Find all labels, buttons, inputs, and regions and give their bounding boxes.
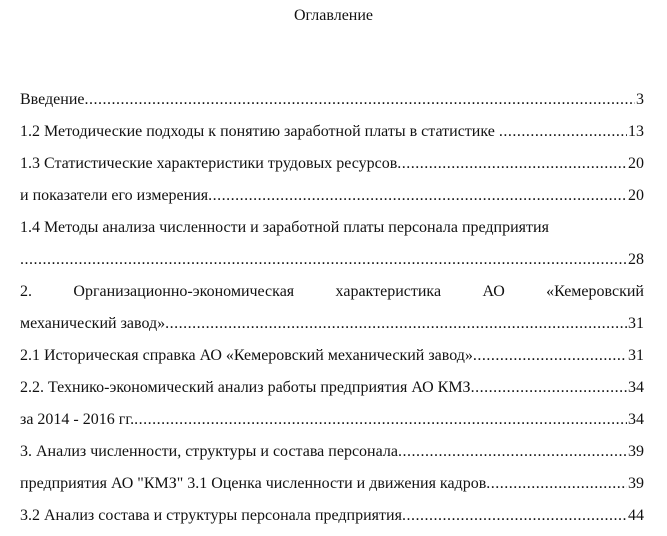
toc-entry-page: 31 [628, 315, 644, 332]
toc-entry [20, 440, 644, 472]
toc-entry [20, 152, 644, 184]
dot-leader [165, 312, 627, 336]
dot-leader [208, 184, 627, 208]
toc-entry [20, 312, 644, 344]
dot-leader [20, 248, 627, 272]
toc-entry-page: 3 [636, 91, 644, 108]
toc-word: Организационно-экономическая [73, 283, 295, 300]
dot-leader [134, 408, 627, 432]
toc-entry-page: 20 [628, 155, 644, 172]
dot-leader [486, 472, 627, 496]
toc-entry [20, 88, 644, 120]
dot-leader [499, 120, 627, 144]
toc-word: «Кемеровский [546, 283, 644, 300]
toc-entry-page: 28 [628, 251, 644, 268]
toc-entry-page: 31 [628, 347, 644, 364]
toc-entry-page: 39 [628, 475, 644, 492]
toc-entry [20, 408, 644, 440]
toc-word: характеристика [335, 283, 442, 300]
toc-entry [20, 248, 644, 280]
toc-entry [20, 504, 644, 536]
toc-entry-text: 2.2. Технико-экономический анализ работы предприятия АО КМЗ [20, 379, 471, 396]
toc-entry-page: 13 [628, 123, 644, 140]
toc-entry-page: 34 [628, 379, 644, 396]
toc-entry-text: 1.2 Методические подходы к понятию заработной платы в статистике [20, 123, 499, 140]
toc-entry [20, 376, 644, 408]
toc-title: Оглавление [293, 7, 374, 24]
dot-leader [85, 88, 636, 112]
toc-entry-text: 3. Анализ численности, структуры и состава персонала [20, 443, 398, 460]
toc-entry [20, 472, 644, 504]
toc-word: АО [482, 283, 505, 300]
toc-entry [20, 280, 644, 312]
toc-entry-text: за 2014 - 2016 гг. [20, 411, 135, 428]
toc-entry-page: 39 [628, 443, 644, 460]
toc-entry [20, 344, 644, 376]
dot-leader [397, 152, 627, 176]
toc-word: 2. [20, 283, 32, 300]
toc-entry-page: 20 [628, 187, 644, 204]
toc-entry-text: 1.4 Методы анализа численности и заработной платы персонала предприятия [20, 219, 549, 236]
toc-entry-justified [20, 280, 644, 304]
toc-entry [20, 184, 644, 216]
toc-entry-text: механический завод» [20, 315, 166, 332]
toc-entry-page: 34 [628, 411, 644, 428]
toc-entry-page: 44 [628, 507, 644, 524]
dot-leader [471, 376, 627, 400]
toc-entry-text: предприятия АО "КМЗ" 3.1 Оценка численности и движения кадров [20, 475, 487, 492]
toc-entry-text: 3.2 Анализ состава и структуры персонала предприятия [20, 507, 402, 524]
dot-leader [402, 504, 627, 528]
toc-entry-text: 1.3 Статистические характеристики трудовых ресурсов [20, 155, 398, 172]
toc-entry-text: и показатели его измерения [20, 187, 209, 204]
toc-entry [20, 120, 644, 152]
toc-entry-text: 2.1 Историческая справка АО «Кемеровский механический завод» [20, 347, 473, 364]
dot-leader [473, 344, 627, 368]
toc-entry-text: Введение [20, 91, 85, 108]
toc-entry [20, 216, 644, 248]
table-of-contents [20, 88, 644, 536]
dot-leader [398, 440, 627, 464]
